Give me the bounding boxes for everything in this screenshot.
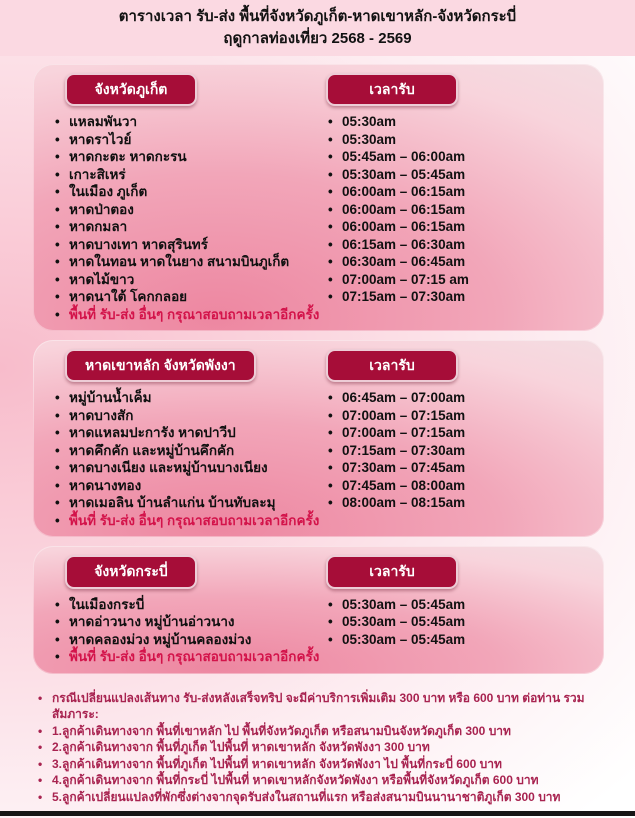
section-note: • พื้นที่ รับ-ส่ง อื่นๆ กรุณาสอบถามเวลาอีกครั้ง	[53, 648, 326, 666]
pickup-time-badge-cell	[326, 349, 592, 382]
page-title-line2: ฤดูกาลท่องเที่ยว 2568 - 2569	[223, 30, 412, 47]
section-title-badge-cell	[53, 349, 326, 382]
section-panel	[33, 546, 604, 673]
times-list	[326, 113, 592, 323]
footer-note-item: • 1.ลูกค้าเดินทางจาก พื้นที่เขาหลัก ไป พื้นที่จังหวัดภูเก็ต หรือสนามบินจังหวัดภูเก็ต 300 บาท	[37, 723, 607, 740]
pickup-time-badge-cell	[326, 555, 592, 588]
title-band	[0, 0, 635, 56]
section-note: • พื้นที่ รับ-ส่ง อื่นๆ กรุณาสอบถามเวลาอีกครั้ง	[53, 512, 326, 530]
location-item: • หาดอ่าวนาง หมู่บ้านอ่าวนาง	[53, 613, 326, 631]
time-item: • 06:00am – 06:15am	[326, 218, 592, 236]
location-item: • ในเมืองกระบี่	[53, 596, 326, 614]
footer-note-item: • 2.ลูกค้าเดินทางจาก พื้นที่ภูเก็ต ไปพื้นที่ หาดเขาหลัก จังหวัดพังงา 300 บาท	[37, 739, 607, 756]
locations-list	[53, 113, 326, 323]
time-item: • 06:45am – 07:00am	[326, 389, 592, 407]
time-item: • 06:30am – 06:45am	[326, 253, 592, 271]
footer-note-item: • 3.ลูกค้าเดินทางจาก พื้นที่ภูเก็ต ไปพื้นที่ หาดเขาหลัก จังหวัดพังงา ไป พื้นที่กระบี่ 600 บาท	[37, 756, 607, 773]
pickup-time-badge: เวลารับ	[326, 73, 458, 106]
location-item: • เกาะสิเหร่	[53, 166, 326, 184]
location-item: • หาดนาใต้ โคกกลอย	[53, 288, 326, 306]
pickup-time-badge-cell	[326, 73, 592, 106]
time-item: • 07:45am – 08:00am	[326, 477, 592, 495]
section-panel	[33, 64, 604, 331]
time-item: • 05:30am	[326, 131, 592, 149]
location-item: • หาดกะตะ หาดกะรน	[53, 148, 326, 166]
location-item: • หาดคึกคัก และหมู่บ้านคึกคัก	[53, 442, 326, 460]
badge-row	[53, 73, 592, 106]
schedule-columns	[53, 596, 592, 666]
time-item: • 06:00am – 06:15am	[326, 201, 592, 219]
location-item: • หาดคลองม่วง หมู่บ้านคลองม่วง	[53, 631, 326, 649]
time-item: • 08:00am – 08:15am	[326, 494, 592, 512]
footer-notes	[0, 683, 635, 806]
location-item: • หาดกมลา	[53, 218, 326, 236]
locations-list	[53, 389, 326, 529]
section-title-badge: หาดเขาหลัก จังหวัดพังงา	[65, 349, 256, 382]
location-item: • หาดแหลมปะการัง หาดปาวีป	[53, 424, 326, 442]
locations-list	[53, 596, 326, 666]
page-title-line1: ตารางเวลา รับ-ส่ง พื้นที่จังหวัดภูเก็ต-หาดเขาหลัก-จังหวัดกระบี่	[118, 8, 517, 26]
time-item: • 05:45am – 06:00am	[326, 148, 592, 166]
time-item: • 07:00am – 07:15am	[326, 424, 592, 442]
badge-row	[53, 349, 592, 382]
time-item: • 06:00am – 06:15am	[326, 183, 592, 201]
location-item: • หาดบางเนียง และหมู่บ้านบางเนียง	[53, 459, 326, 477]
section-title-badge: จังหวัดภูเก็ต	[65, 73, 197, 106]
badge-row	[53, 555, 592, 588]
footer-note-item: • 5.ลูกค้าเปลี่ยนแปลงที่พักซึ่งต่างจากจุดรับส่งในสถานที่แรก หรือส่งสนามบินนานาชาติภูเก็ต 300 บาท	[37, 789, 607, 806]
location-item: • หาดไม้ขาว	[53, 271, 326, 289]
times-list	[326, 389, 592, 529]
location-item: • หาดป่าตอง	[53, 201, 326, 219]
footer-note-item: • กรณีเปลี่ยนแปลงเส้นทาง รับ-ส่งหลังเสร็จทริป จะมีค่าบริการเพิ่มเติม 300 บาท หรือ 600 บาท ต่อท่าน รวมสัมภาระ:	[37, 690, 607, 723]
time-item: • 05:30am – 05:45am	[326, 596, 592, 614]
section-title-badge-cell	[53, 555, 326, 588]
location-item: • หาดในทอน หาดในยาง สนามบินภูเก็ต	[53, 253, 326, 271]
time-item: • 07:30am – 07:45am	[326, 459, 592, 477]
section-panel	[33, 340, 604, 537]
time-item: • 07:00am – 07:15 am	[326, 271, 592, 289]
time-item: • 05:30am – 05:45am	[326, 631, 592, 649]
times-list	[326, 596, 592, 666]
time-item: • 05:30am – 05:45am	[326, 166, 592, 184]
location-item: • หาดบางเทา หาดสุรินทร์	[53, 236, 326, 254]
location-item: • หาดนางทอง	[53, 477, 326, 495]
time-item: • 07:00am – 07:15am	[326, 407, 592, 425]
location-item: • หาดบางสัก	[53, 407, 326, 425]
section-title-badge-cell	[53, 73, 326, 106]
schedule-columns	[53, 389, 592, 529]
location-item: • แหลมพันวา	[53, 113, 326, 131]
location-item: • หาดเมอลิน บ้านลำแก่น บ้านทับละมุ	[53, 494, 326, 512]
time-item: • 07:15am – 07:30am	[326, 288, 592, 306]
pickup-time-badge: เวลารับ	[326, 555, 458, 588]
pickup-time-badge: เวลารับ	[326, 349, 458, 382]
location-item: • หมู่บ้านน้ำเค็ม	[53, 389, 326, 407]
schedule-columns	[53, 113, 592, 323]
time-item: • 05:30am – 05:45am	[326, 613, 592, 631]
location-item: • ในเมือง ภูเก็ต	[53, 183, 326, 201]
location-item: • หาดราไวย์	[53, 131, 326, 149]
sections	[0, 56, 635, 674]
footer-note-item: • 4.ลูกค้าเดินทางจาก พื้นที่กระบี่ ไปพื้นที่ หาดเขาหลักจังหวัดพังงา หรือพื้นที่จังหวัดภูเก็ต 600 บาท	[37, 772, 607, 789]
section-title-badge: จังหวัดกระบี่	[65, 555, 197, 588]
time-item: • 06:15am – 06:30am	[326, 236, 592, 254]
bottom-edge-bar	[0, 811, 635, 816]
section-note: • พื้นที่ รับ-ส่ง อื่นๆ กรุณาสอบถามเวลาอีกครั้ง	[53, 306, 326, 324]
time-item: • 05:30am	[326, 113, 592, 131]
time-item: • 07:15am – 07:30am	[326, 442, 592, 460]
